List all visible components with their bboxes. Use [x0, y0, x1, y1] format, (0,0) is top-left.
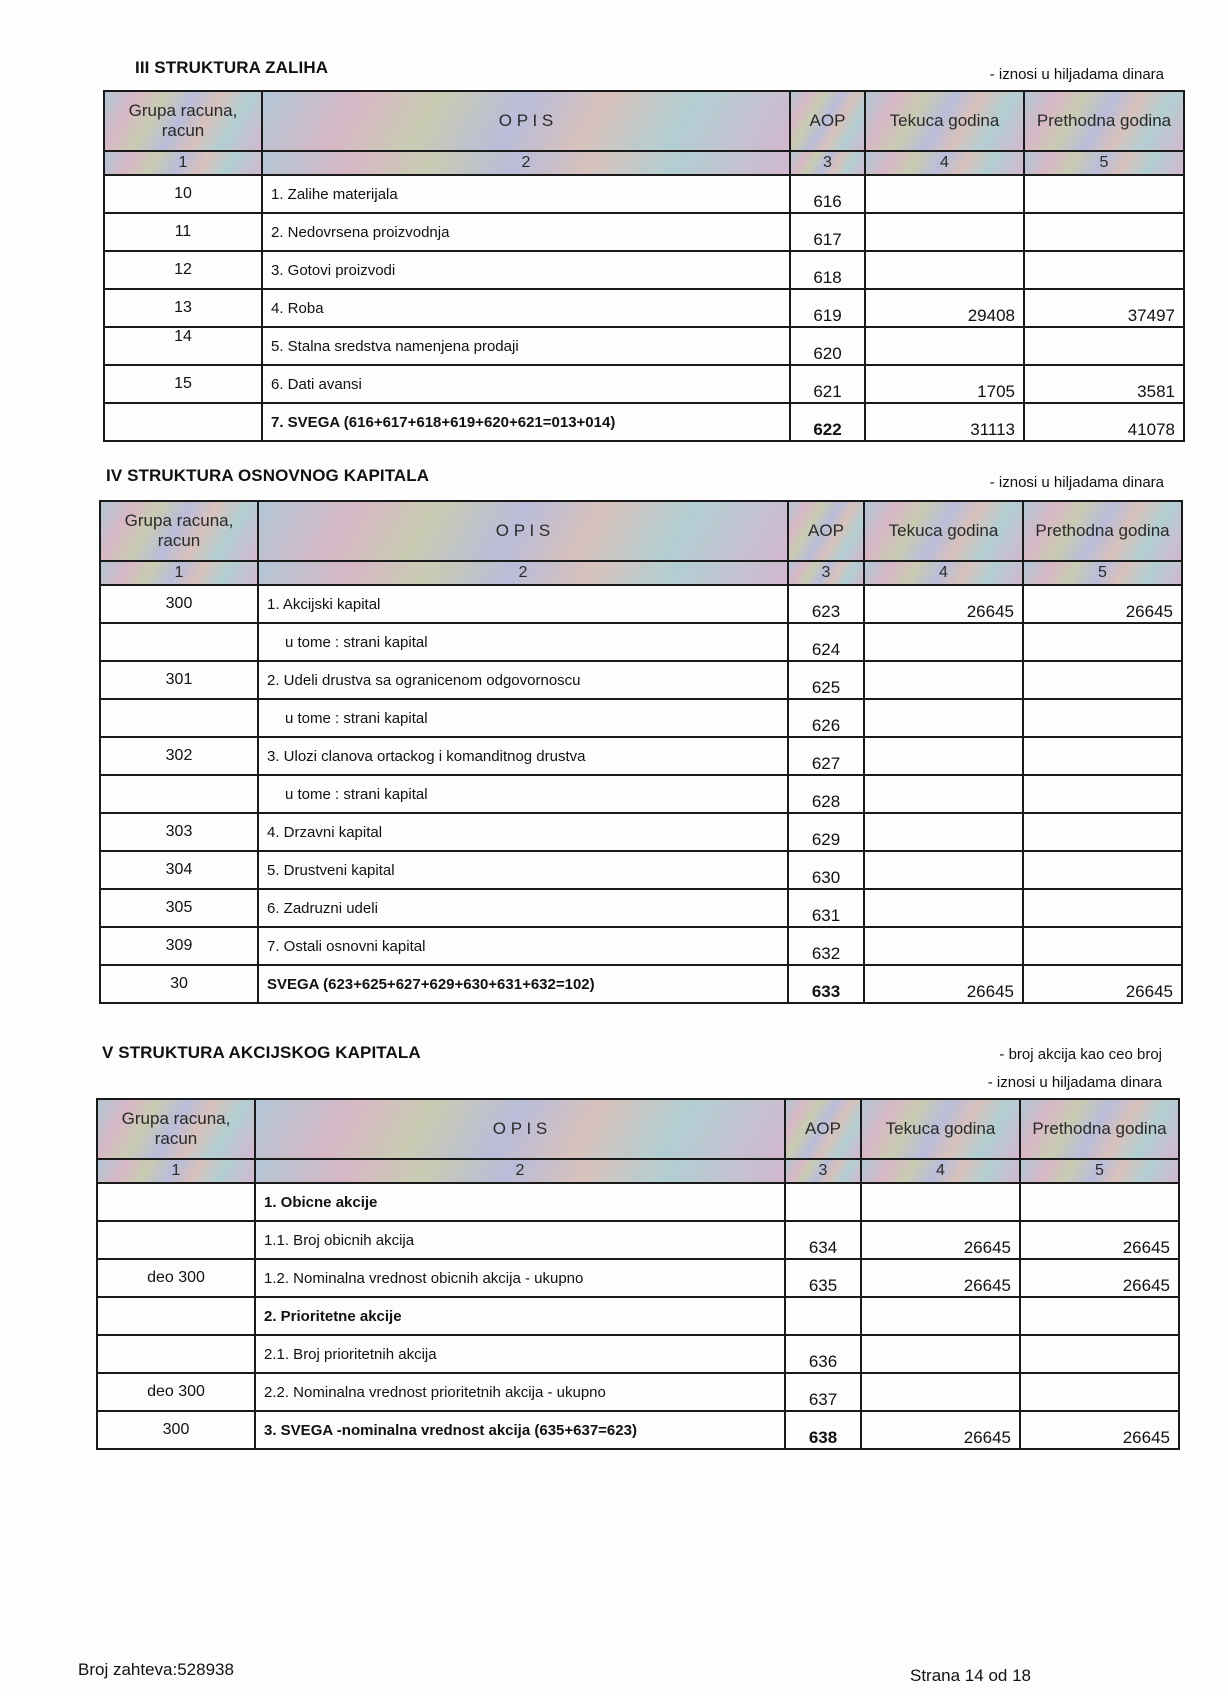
cell-grupa: 15 [104, 365, 262, 403]
header-grupa-racuna: Grupa racuna, racun [100, 501, 258, 561]
table-row [97, 1259, 1179, 1297]
cell-tekuca[interactable]: 29408 [865, 289, 1024, 327]
cell-prethodna[interactable] [1024, 213, 1184, 251]
cell-grupa: 14 [104, 327, 262, 365]
cell-aop: 625 [788, 661, 864, 699]
cell-prethodna[interactable]: 41078 [1024, 403, 1184, 441]
cell-tekuca [861, 1297, 1020, 1335]
cell-prethodna[interactable] [1023, 699, 1182, 737]
cell-opis: 3. Ulozi clanova ortackog i komanditnog drustva [258, 737, 788, 775]
section-5-unit-note-count: - broj akcija kao ceo broj [999, 1046, 1162, 1063]
cell-opis: SVEGA (623+625+627+629+630+631+632=102) [258, 965, 788, 1003]
cell-prethodna[interactable] [1023, 813, 1182, 851]
request-number: Broj zahteva:528938 [78, 1660, 234, 1679]
section-3-title: III STRUKTURA ZALIHA [135, 58, 329, 77]
cell-opis: 3. SVEGA -nominalna vrednost akcija (635+637=623) [255, 1411, 785, 1449]
header-aop: AOP [790, 91, 865, 151]
cell-opis: 3. Gotovi proizvodi [262, 251, 790, 289]
table-row-total [100, 965, 1182, 1003]
cell-grupa [100, 699, 258, 737]
cell-tekuca[interactable] [865, 251, 1024, 289]
cell-grupa: 302 [100, 737, 258, 775]
header-aop: AOP [785, 1099, 861, 1159]
header-prethodna-godina: Prethodna godina [1020, 1099, 1179, 1159]
cell-aop: 628 [788, 775, 864, 813]
table-row [104, 289, 1184, 327]
cell-aop: 617 [790, 213, 865, 251]
table-row [104, 327, 1184, 365]
table-row [100, 737, 1182, 775]
table-header-row [104, 91, 1184, 151]
cell-prethodna[interactable]: 37497 [1024, 289, 1184, 327]
col-number: 5 [1024, 151, 1184, 175]
table-header-row [97, 1099, 1179, 1159]
cell-grupa: deo 300 [97, 1259, 255, 1297]
cell-aop: 622 [790, 403, 865, 441]
cell-tekuca[interactable]: 26645 [861, 1411, 1020, 1449]
cell-aop: 619 [790, 289, 865, 327]
header-prethodna-godina: Prethodna godina [1023, 501, 1182, 561]
cell-opis: 1. Zalihe materijala [262, 175, 790, 213]
section-5-table [96, 1098, 1180, 1450]
cell-grupa [100, 623, 258, 661]
cell-prethodna[interactable] [1020, 1373, 1179, 1411]
cell-opis: 7. SVEGA (616+617+618+619+620+621=013+014) [262, 403, 790, 441]
cell-prethodna [1020, 1183, 1179, 1221]
col-number: 5 [1023, 561, 1182, 585]
col-number: 4 [865, 151, 1024, 175]
col-number: 3 [788, 561, 864, 585]
cell-prethodna[interactable]: 26645 [1023, 965, 1182, 1003]
cell-tekuca [861, 1183, 1020, 1221]
col-number: 3 [785, 1159, 861, 1183]
cell-grupa: 12 [104, 251, 262, 289]
cell-prethodna[interactable] [1023, 775, 1182, 813]
col-number: 1 [100, 561, 258, 585]
cell-aop: 616 [790, 175, 865, 213]
table-row-group-heading [97, 1297, 1179, 1335]
cell-tekuca[interactable]: 1705 [865, 365, 1024, 403]
cell-grupa [97, 1335, 255, 1373]
cell-prethodna[interactable]: 26645 [1020, 1411, 1179, 1449]
section-4-title: IV STRUKTURA OSNOVNOG KAPITALA [106, 466, 430, 485]
cell-tekuca[interactable]: 26645 [861, 1221, 1020, 1259]
table-row [100, 661, 1182, 699]
cell-tekuca[interactable] [864, 623, 1023, 661]
cell-aop: 631 [788, 889, 864, 927]
table-row [100, 889, 1182, 927]
table-row [104, 365, 1184, 403]
header-grupa-racuna: Grupa racuna, racun [97, 1099, 255, 1159]
cell-aop: 637 [785, 1373, 861, 1411]
header-tekuca-godina: Tekuca godina [861, 1099, 1020, 1159]
cell-aop [785, 1183, 861, 1221]
cell-aop: 624 [788, 623, 864, 661]
table-row [97, 1373, 1179, 1411]
cell-opis: u tome : strani kapital [258, 623, 788, 661]
section-3-unit-note: - iznosi u hiljadama dinara [989, 66, 1164, 83]
section-4-table [99, 500, 1183, 1004]
cell-opis: 2. Nedovrsena proizvodnja [262, 213, 790, 251]
cell-prethodna[interactable] [1023, 889, 1182, 927]
table-row [104, 175, 1184, 213]
cell-aop: 633 [788, 965, 864, 1003]
cell-grupa [97, 1183, 255, 1221]
cell-aop: 630 [788, 851, 864, 889]
col-number: 3 [790, 151, 865, 175]
column-number-row [104, 151, 1184, 175]
cell-tekuca[interactable] [864, 813, 1023, 851]
column-number-row [97, 1159, 1179, 1183]
cell-prethodna[interactable] [1024, 327, 1184, 365]
table-row-total [104, 403, 1184, 441]
cell-prethodna[interactable] [1023, 927, 1182, 965]
table-row-group-heading [97, 1183, 1179, 1221]
col-number: 2 [258, 561, 788, 585]
cell-opis: 7. Ostali osnovni kapital [258, 927, 788, 965]
cell-opis: 1.2. Nominalna vrednost obicnih akcija - ukupno [255, 1259, 785, 1297]
column-number-row [100, 561, 1182, 585]
cell-prethodna[interactable] [1024, 175, 1184, 213]
cell-tekuca[interactable] [865, 213, 1024, 251]
table-header-row [100, 501, 1182, 561]
cell-prethodna[interactable]: 26645 [1023, 585, 1182, 623]
cell-aop: 618 [790, 251, 865, 289]
header-grupa-racuna: Grupa racuna, racun [104, 91, 262, 151]
col-number: 5 [1020, 1159, 1179, 1183]
cell-grupa [97, 1297, 255, 1335]
cell-tekuca[interactable] [865, 327, 1024, 365]
table-row-total [97, 1411, 1179, 1449]
cell-grupa [100, 775, 258, 813]
table-row [100, 927, 1182, 965]
cell-grupa [104, 403, 262, 441]
section-5-unit-note-amount: - iznosi u hiljadama dinara [987, 1074, 1162, 1091]
cell-grupa: 30 [100, 965, 258, 1003]
col-number: 4 [864, 561, 1023, 585]
cell-tekuca[interactable] [864, 737, 1023, 775]
cell-opis: 1. Akcijski kapital [258, 585, 788, 623]
cell-grupa: 10 [104, 175, 262, 213]
cell-grupa [97, 1221, 255, 1259]
cell-opis: 4. Drzavni kapital [258, 813, 788, 851]
table-row [97, 1335, 1179, 1373]
cell-tekuca[interactable] [864, 927, 1023, 965]
cell-opis: 2.1. Broj prioritetnih akcija [255, 1335, 785, 1373]
cell-grupa: deo 300 [97, 1373, 255, 1411]
cell-opis: 1. Obicne akcije [255, 1183, 785, 1221]
cell-prethodna[interactable] [1024, 251, 1184, 289]
header-opis: O P I S [262, 91, 790, 151]
cell-prethodna[interactable] [1020, 1335, 1179, 1373]
cell-opis: 6. Zadruzni udeli [258, 889, 788, 927]
table-row [100, 585, 1182, 623]
col-number: 4 [861, 1159, 1020, 1183]
table-row [100, 699, 1182, 737]
cell-opis: 2. Prioritetne akcije [255, 1297, 785, 1335]
table-row [100, 775, 1182, 813]
header-prethodna-godina: Prethodna godina [1024, 91, 1184, 151]
cell-tekuca[interactable] [864, 851, 1023, 889]
cell-tekuca[interactable]: 26645 [861, 1259, 1020, 1297]
section-5-title: V STRUKTURA AKCIJSKOG KAPITALA [102, 1043, 421, 1062]
cell-prethodna[interactable]: 3581 [1024, 365, 1184, 403]
col-number: 1 [104, 151, 262, 175]
cell-grupa: 11 [104, 213, 262, 251]
cell-tekuca[interactable] [864, 889, 1023, 927]
cell-grupa: 13 [104, 289, 262, 327]
cell-aop: 626 [788, 699, 864, 737]
cell-aop: 629 [788, 813, 864, 851]
header-tekuca-godina: Tekuca godina [865, 91, 1024, 151]
section-3-table [103, 90, 1185, 442]
cell-aop: 638 [785, 1411, 861, 1449]
cell-aop: 635 [785, 1259, 861, 1297]
cell-opis: 5. Drustveni kapital [258, 851, 788, 889]
cell-aop: 623 [788, 585, 864, 623]
cell-tekuca[interactable] [864, 661, 1023, 699]
cell-aop: 636 [785, 1335, 861, 1373]
cell-prethodna[interactable] [1023, 661, 1182, 699]
cell-tekuca[interactable]: 26645 [864, 585, 1023, 623]
cell-prethodna[interactable] [1023, 737, 1182, 775]
cell-opis: 2. Udeli drustva sa ogranicenom odgovornoscu [258, 661, 788, 699]
cell-opis: 1.1. Broj obicnih akcija [255, 1221, 785, 1259]
cell-prethodna[interactable]: 26645 [1020, 1259, 1179, 1297]
cell-tekuca[interactable] [864, 699, 1023, 737]
cell-grupa: 303 [100, 813, 258, 851]
cell-opis: u tome : strani kapital [258, 775, 788, 813]
cell-aop [785, 1297, 861, 1335]
cell-opis: 5. Stalna sredstva namenjena prodaji [262, 327, 790, 365]
cell-aop: 632 [788, 927, 864, 965]
col-number: 1 [97, 1159, 255, 1183]
cell-grupa: 305 [100, 889, 258, 927]
cell-grupa: 304 [100, 851, 258, 889]
cell-tekuca[interactable]: 26645 [864, 965, 1023, 1003]
table-row [100, 813, 1182, 851]
cell-aop: 621 [790, 365, 865, 403]
cell-grupa: 309 [100, 927, 258, 965]
cell-grupa: 301 [100, 661, 258, 699]
table-row [104, 213, 1184, 251]
cell-aop: 620 [790, 327, 865, 365]
header-opis: O P I S [255, 1099, 785, 1159]
cell-tekuca[interactable] [865, 175, 1024, 213]
table-row [100, 851, 1182, 889]
table-row [100, 623, 1182, 661]
cell-tekuca[interactable]: 31113 [865, 403, 1024, 441]
header-tekuca-godina: Tekuca godina [864, 501, 1023, 561]
cell-tekuca[interactable] [864, 775, 1023, 813]
table-row [104, 251, 1184, 289]
cell-prethodna[interactable] [1023, 851, 1182, 889]
section-4-unit-note: - iznosi u hiljadama dinara [989, 474, 1164, 491]
table-row [97, 1221, 1179, 1259]
cell-aop: 627 [788, 737, 864, 775]
cell-tekuca[interactable] [861, 1373, 1020, 1411]
header-opis: O P I S [258, 501, 788, 561]
cell-grupa: 300 [97, 1411, 255, 1449]
col-number: 2 [255, 1159, 785, 1183]
page-indicator: Strana 14 od 18 [910, 1666, 1031, 1685]
cell-opis: 6. Dati avansi [262, 365, 790, 403]
col-number: 2 [262, 151, 790, 175]
cell-prethodna [1020, 1297, 1179, 1335]
cell-tekuca[interactable] [861, 1335, 1020, 1373]
header-aop: AOP [788, 501, 864, 561]
cell-grupa: 300 [100, 585, 258, 623]
cell-aop: 634 [785, 1221, 861, 1259]
cell-opis: 4. Roba [262, 289, 790, 327]
cell-opis: 2.2. Nominalna vrednost prioritetnih akcija - ukupno [255, 1373, 785, 1411]
cell-opis: u tome : strani kapital [258, 699, 788, 737]
cell-prethodna[interactable]: 26645 [1020, 1221, 1179, 1259]
cell-prethodna[interactable] [1023, 623, 1182, 661]
